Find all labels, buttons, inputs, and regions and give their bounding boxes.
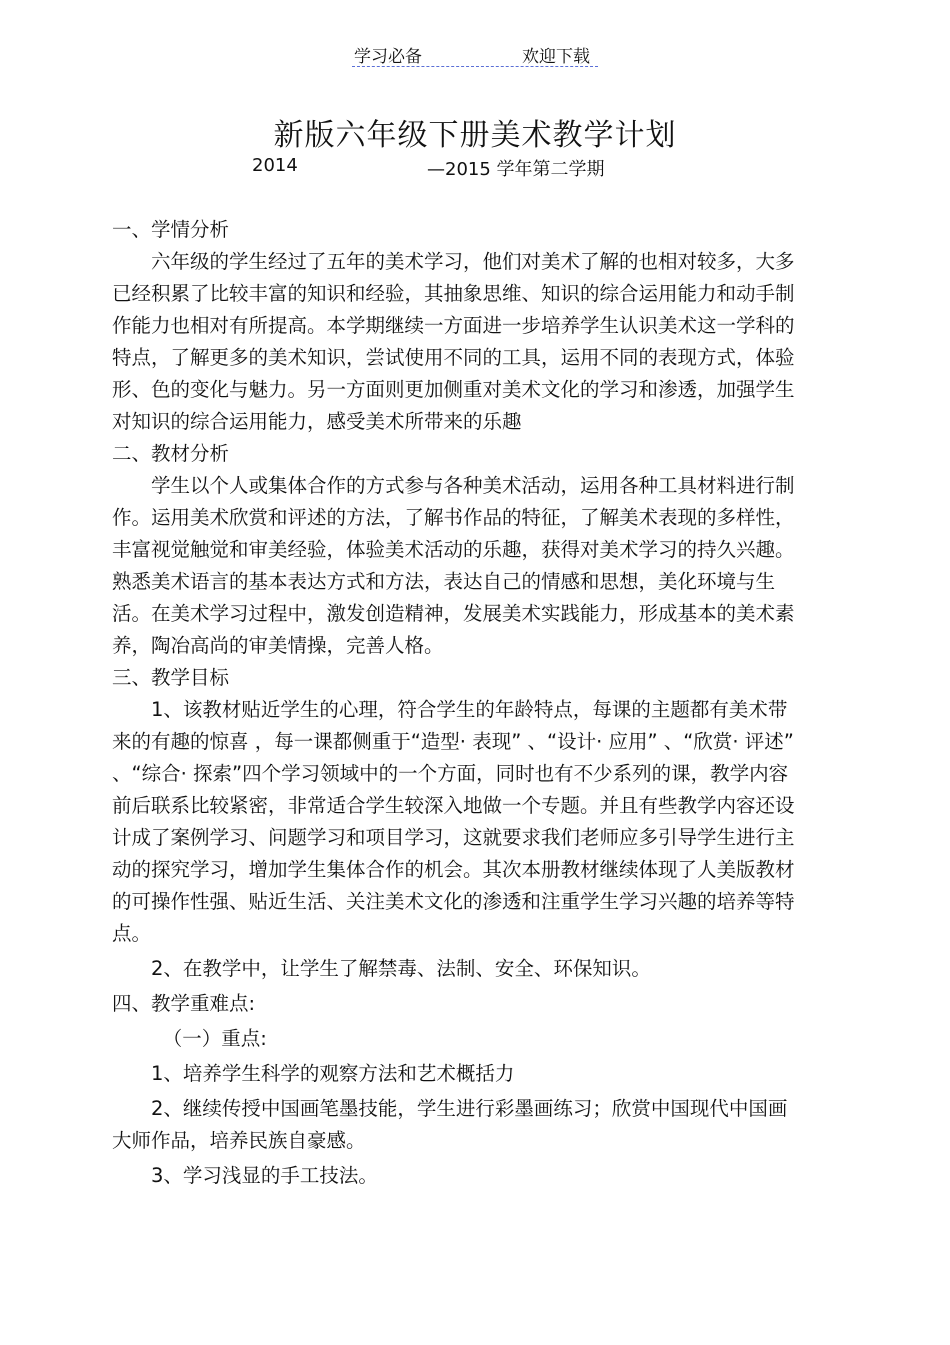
document-body	[112, 214, 802, 1192]
goal-item-2: 2、在教学中，让学生了解禁毒、法制、安全、环保知识。	[151, 957, 651, 980]
section-paragraph-1: 六年级的学生经过了五年的美术学习，他们对美术了解的也相对较多，大多已经积累了比较丰富的知识和经验，其抽象思维、知识的综合运用能力和动手制作能力也相对有所提高。本学期继续一方面进一步培养学生认识美术这一学科的特点，了解更多的美术知识，尝试使用不同的工具，运用不同的表现方式，体验形、色的变化与魅力。另一方面则更加侧重对美术文化的学习和渗透，加强学生对知识的综合运用能力，感受美术所带来的乐趣	[112, 250, 795, 433]
section-heading-4: 四、教学重难点:	[112, 992, 256, 1015]
document-title: 新版六年级下册美术教学计划	[273, 118, 677, 153]
section-paragraph-2: 学生以个人或集体合作的方式参与各种美术活动，运用各种工具材料进行制作。运用美术欣赏和评述的方法，了解书作品的特征，了解美术表现的多样性，丰富视觉触觉和审美经验，体验美术活动的乐趣，获得对美术学习的持久兴趣。熟悉美术语言的基本表达方式和方法，表达自己的情感和思想，美化环境与生活。在美术学习过程中，激发创造精神，发展美术实践能力，形成基本的美术素养，陶冶高尚的审美情操，完善人格。	[112, 474, 795, 657]
keypoint-item-3: 3、学习浅显的手工技法。	[151, 1164, 378, 1187]
goal-item-1: 1、该教材贴近学生的心理，符合学生的年龄特点，每课的主题都有美术带来的有趣的惊喜 ，每一课都侧重于“造型· 表现” 、“设计· 应用” 、“欣赏· 评述” 、“综合· 探索”四个学习领域中的一个方面，同时也有不少系列的课，教学内容前后联系比较紧密，非常适合学生较深入地做一个专题。并且有些教学内容还设计成了案例学习、问题学习和项目学习，这就要求我们老师应多引导学生进行主动的探究学习，增加学生集体合作的机会。其次本册教材继续体现了人美版教材的可操作性强、贴近生活、关注美术文化的渗透和注重学生学习兴趣的培养等特点。	[112, 698, 795, 945]
section-heading-1: 一、学情分析	[112, 218, 230, 241]
header-left-text: 学习必备	[354, 47, 422, 67]
page-header	[352, 38, 598, 67]
header-right-text: 欢迎下载	[522, 47, 590, 67]
keypoint-item-2: 2、继续传授中国画笔墨技能，学生进行彩墨画练习；欣赏中国现代中国画大师作品，培养民族自豪感。	[112, 1097, 788, 1152]
subtitle-rest: —2015 学年第二学期	[427, 159, 605, 180]
section-heading-3: 三、教学目标	[112, 666, 230, 689]
subsection-heading: （一）重点:	[162, 1027, 267, 1050]
section-heading-2: 二、教材分析	[112, 442, 230, 465]
document-subtitle	[252, 155, 672, 181]
subtitle-year-start: 2014	[252, 155, 298, 176]
keypoint-item-1: 1、培养学生科学的观察方法和艺术概括力	[151, 1062, 515, 1085]
